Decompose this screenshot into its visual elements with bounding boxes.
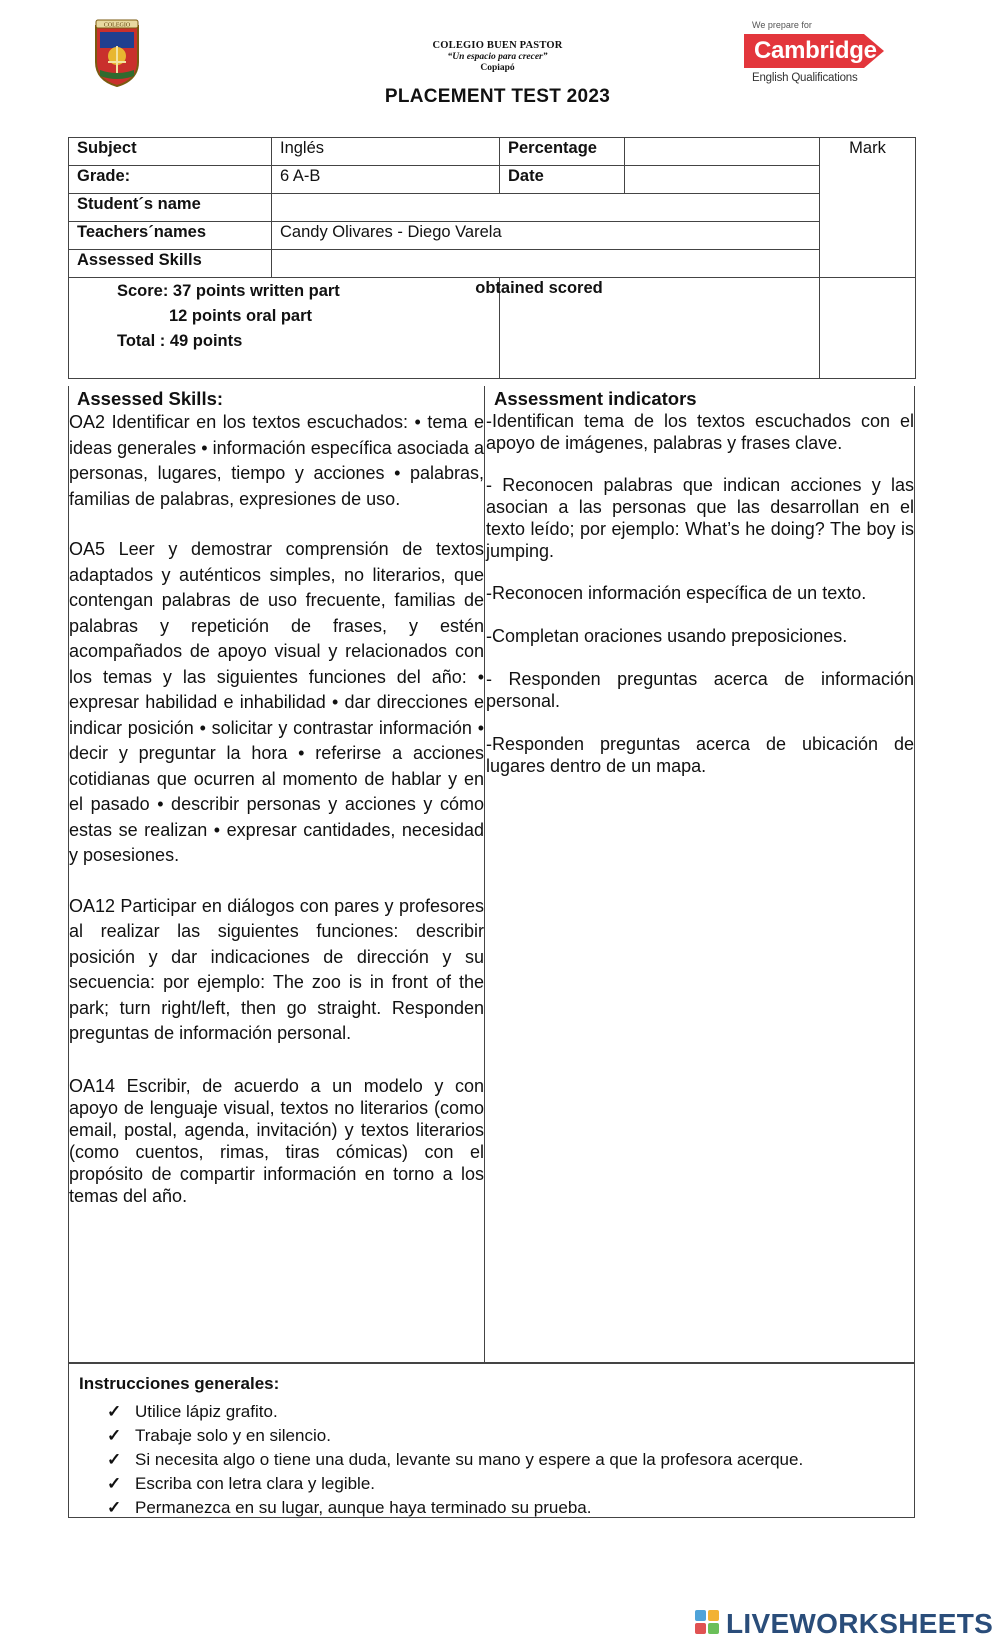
- list-item: ✓ Escriba con letra clara y legible.: [107, 1472, 914, 1496]
- instructions-list: [69, 1400, 914, 1520]
- score-written: Score: 37 points written part: [117, 282, 340, 300]
- school-motto: “Un espacio para crecer”: [447, 52, 548, 62]
- assessed-skills-column: [69, 388, 484, 1207]
- assessment-indicators-column: [486, 388, 914, 777]
- score-total: Total : 49 points: [117, 332, 243, 350]
- obtained-label: obtained scored: [475, 279, 603, 297]
- indicator-4: -Completan oraciones usando preposiciones.: [486, 626, 848, 646]
- assessed-skills-label: Assessed Skills: [69, 250, 272, 278]
- skill-oa12: OA12 Participar en diálogos con pares y profesores al realizar las siguientes funciones: describir posición y dar indicaciones de dirección y su secuencia: por ejemplo: The zoo is in front of the park; turn right/left, then go straight. Responden preguntas de información personal.: [69, 895, 484, 1043]
- date-field[interactable]: [625, 166, 820, 194]
- checkmark-icon: ✓: [107, 1474, 122, 1493]
- grade-value: 6 A-B: [272, 166, 500, 194]
- grade-label: Grade:: [69, 166, 272, 194]
- indicator-3: -Reconocen información específica de un texto.: [486, 583, 867, 603]
- assessed-skills-heading: Assessed Skills:: [77, 388, 224, 409]
- skill-oa2: OA2 Identificar en los textos escuchados: • tema e ideas generales • información específica asociada a personas, lugares, tiempo y acciones • palabras, familias de palabras, expresiones de uso.: [69, 412, 484, 509]
- list-item: ✓ Trabaje solo y en silencio.: [107, 1424, 914, 1448]
- skill-oa5: OA5 Leer y demostrar comprensión de textos adaptados y auténticos simples, no literarios, que contengan palabras de uso frecuente, familias de palabras y repetición de frases, y estén acompañados de apoyo visual y relacionados con los temas y las siguientes funciones del año: • expresar habilidad e inhabilidad • dar direcciones e indicar posición • solicitar y contrastar información • decir y preguntar la hora • referirse a acciones cotidianas que ocurren al momento de hablar y en el pasado • describir personas y acciones y cómo estas se realizan • expresar cantidades, necesidad y posesiones.: [69, 539, 484, 865]
- checkmark-icon: ✓: [107, 1450, 122, 1469]
- indicator-2: - Reconocen palabras que indican acciones y las asocian a las personas que las desarrollan en el texto leído; por ejemplo: What’s he doing? The boy is jumping.: [486, 475, 914, 561]
- obtained-score-cell: [475, 278, 820, 379]
- page-title: PLACEMENT TEST 2023: [384, 86, 611, 107]
- list-item: ✓ Utilice lápiz grafito.: [107, 1400, 914, 1424]
- teachers-label: Teachers´names: [69, 222, 272, 250]
- column-divider: [484, 386, 485, 1362]
- liveworksheets-logo: [694, 1608, 994, 1638]
- mark-cell[interactable]: [820, 138, 916, 278]
- school-city: Copiapó: [480, 63, 515, 73]
- checkmark-icon: ✓: [107, 1426, 122, 1445]
- school-crest-logo: [90, 18, 144, 88]
- school-name: COLEGIO BUEN PASTOR: [432, 40, 563, 51]
- checkmark-icon: ✓: [107, 1498, 122, 1517]
- percentage-field[interactable]: [625, 138, 820, 166]
- indicator-5: - Responden preguntas acerca de información personal.: [486, 669, 914, 711]
- cambridge-banner: [744, 34, 884, 68]
- subject-value: Inglés: [272, 138, 500, 166]
- school-header: [330, 40, 665, 73]
- skills-section: [68, 386, 915, 1363]
- general-instructions: [68, 1363, 915, 1518]
- skill-oa14: OA14 Escribir, de acuerdo a un modelo y con apoyo de lenguaje visual, textos no literarios (como email, postal, agenda, invitación) y textos literarios (como cuentos, rimas, tiras cómicas) con el propósito de compartir información en torno a los temas del año.: [69, 1075, 484, 1206]
- svg-text:COLEGIO: COLEGIO: [103, 22, 131, 29]
- student-name-field[interactable]: [272, 194, 820, 222]
- liveworksheets-brand: LIVEWORKSHEETS: [726, 1608, 994, 1639]
- assessed-skills-field: [272, 250, 820, 278]
- score-oral: 12 points oral part: [169, 307, 313, 325]
- test-info-table: [68, 137, 916, 379]
- subject-label: Subject: [69, 138, 272, 166]
- liveworksheets-icon: [694, 1608, 722, 1636]
- checkmark-icon: ✓: [107, 1402, 122, 1421]
- list-item: ✓ Si necesita algo o tiene una duda, levante su mano y espere a que la profesora acerque.: [107, 1448, 914, 1472]
- indicator-6: -Responden preguntas acerca de ubicación de lugares dentro de un mapa.: [486, 734, 914, 776]
- mark-label: Mark: [849, 139, 886, 157]
- instructions-title: Instrucciones generales:: [79, 1374, 280, 1393]
- teachers-value: Candy Olivares - Diego Varela: [272, 222, 820, 250]
- indicator-1: -Identifican tema de los textos escuchados con el apoyo de imágenes, palabras y frases clave.: [486, 411, 914, 453]
- assessment-indicators-heading: Assessment indicators: [494, 388, 697, 409]
- cambridge-tagline: We prepare for: [752, 20, 812, 30]
- cambridge-brand: Cambridge: [754, 37, 877, 64]
- percentage-label: Percentage: [500, 138, 625, 166]
- cambridge-logo: [744, 20, 884, 98]
- student-name-label: Student´s name: [69, 194, 272, 222]
- date-label: Date: [500, 166, 625, 194]
- list-item: ✓ Permanezca en su lugar, aunque haya terminado su prueba.: [107, 1496, 914, 1520]
- cambridge-subtitle: English Qualifications: [752, 72, 858, 84]
- obtained-score-field[interactable]: [820, 278, 916, 379]
